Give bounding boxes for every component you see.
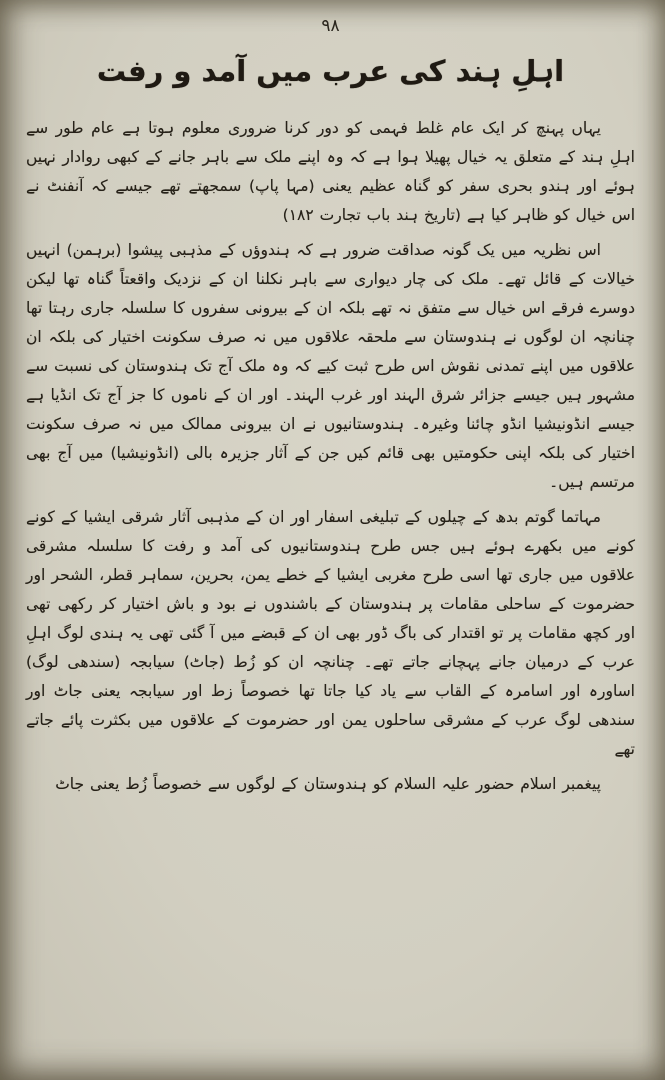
paragraph-4: پیغمبر اسلام حضور علیہ السلام کو ہندوستان کے لوگوں سے خصوصاً زُط یعنی جاٹ xyxy=(55,775,601,793)
paragraph-1: یہاں پہنچ کر ایک عام غلط فہمی کو دور کرنا ضروری معلوم ہوتا ہے عام طور سے اہلِ ہند کے متعلق یہ خیال پھیلا ہوا ہے کہ وہ اپنے ملک سے باہر جانے کے کبھی روادار نہیں ہوئے اور ہندو بحری سفر کو گناہ عظیم یعنی (مہا پاپ) سمجھتے تھے جیسے کہ آنفنٹ نے اس خیال کو ظاہر کیا ہے (تاریخ ہند باب تجارت ۱۸۲) xyxy=(26,119,635,224)
page-number: ۹۸ xyxy=(321,16,340,36)
paragraph-3: مہاتما گوتم بدھ کے چیلوں کے تبلیغی اسفار اور ان کے مذہبی آثار شرقی ایشیا کے کونے کونے میں بکھرے ہوئے ہیں جس طرح ہندوستانیوں کی آمد و رفت کا سلسلہ مشرقی علاقوں میں جاری تھا اسی طرح مغربی ایشیا کے خطے یمن، بحرین، سماہر قطر، الشحر اور حضرموت کے ساحلی مقامات پر ہندوستان کے باشندوں نے بود و باش اختیار کر رکھی تھی اور کچھ مقامات پر تو اقتدار کی باگ ڈور بھی ان کے قبضے میں آ گئی تھی یہ ہندی لوگ اہلِ عرب کے درمیان جانے پہچانے جاتے تھے۔ چنانچہ ان کو زُط (جاٹ) سیابجہ (سندھی لوگ) اساورہ اور اسامرہ کے القاب سے یاد کیا جاتا تھا خصوصاً زط اور سیابجہ یعنی جاٹ اور سندھی لوگ عرب کے مشرقی ساحلوں یمن اور حضرموت کے علاقوں میں بکثرت پائے جاتے تھے xyxy=(26,508,635,758)
chapter-heading: اہلِ ہند کی عرب میں آمد و رفت xyxy=(96,54,565,88)
paragraph-2: اس نظریہ میں یک گونہ صداقت ضرور ہے کہ ہندوؤں کے مذہبی پیشوا (برہمن) انہیں خیالات کے قائل تھے۔ ملک کی چار دیواری سے باہر نکلنا ان کے نزدیک واقعتاً گناہ تھا لیکن دوسرے فرقے اس خیال سے متفق نہ تھے بلکہ ان کے بیرونی سفروں کا سلسلہ جاری رہتا تھا چنانچہ ان لوگوں نے ہندوستان سے ملحقہ علاقوں میں نہ صرف سکونت اختیار کی بلکہ ان علاقوں میں اپنے تمدنی نقوش اس طرح ثبت کیے کہ وہ ملک آج تک ہندوستان کی نسبت سے مشہور ہیں جیسے جزائر شرق الہند اور غرب الہند۔ اور ان کے ناموں کا جز آج تک انڈیا ہے جیسے انڈونیشیا انڈو چائنا وغیرہ۔ ہندوستانیوں نے ان بیرونی ممالک میں نہ صرف سکونت اختیار کی بلکہ اپنی حکومتیں بھی قائم کیں جن کے آثار جزیرہ بالی (انڈونیشیا) میں آج بھی مرتسم ہیں۔ xyxy=(26,241,635,491)
